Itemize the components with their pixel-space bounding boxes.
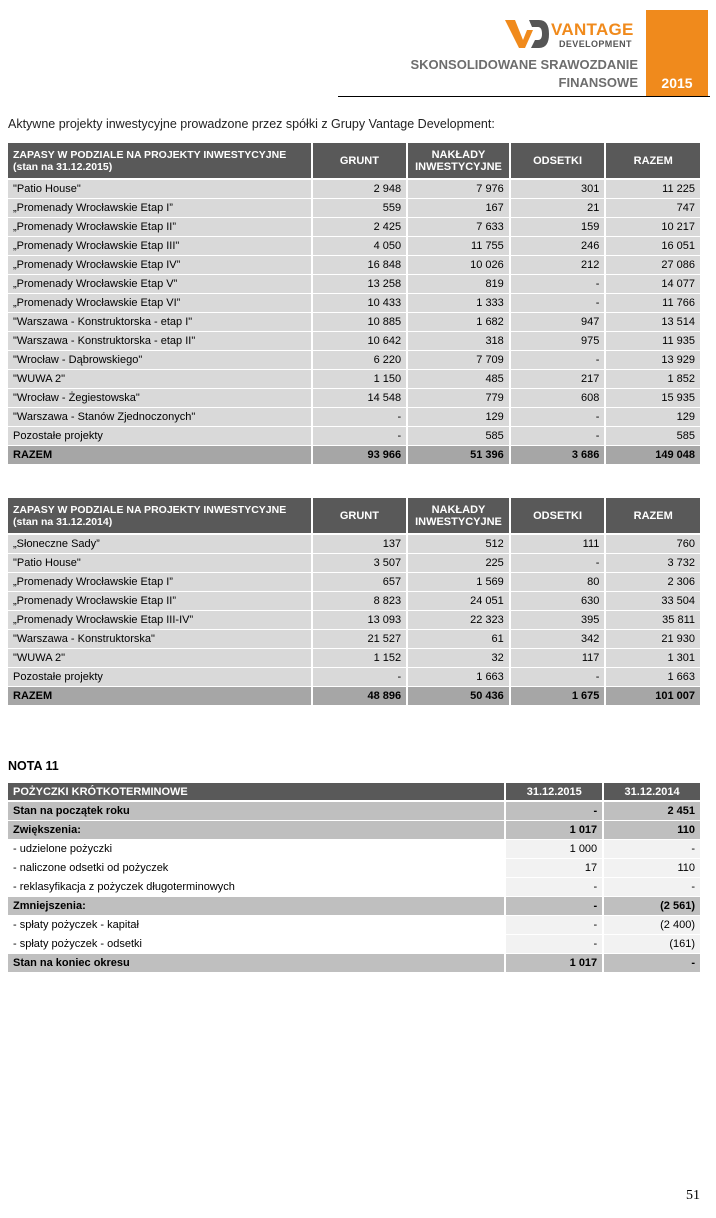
table-row [8,256,700,275]
cell-2015: - [506,802,602,821]
cell-grunt: 93 966 [313,446,407,465]
header-title-line1: ZAPASY W PODZIALE NA PROJEKTY INWESTYCYJNE [13,148,287,161]
cell-project: "Warszawa - Konstruktorska - etap II" [8,332,311,351]
cell-odsetki: 80 [511,573,605,592]
table-row [8,878,700,897]
table-row [8,954,700,973]
cell-odsetki: - [511,554,605,573]
report-title [410,56,638,92]
cell-odsetki: 630 [511,592,605,611]
cell-project: „Promenady Wrocławskie Etap I” [8,573,311,592]
table-row [8,294,700,313]
cell-2015: - [506,897,602,916]
cell-2015: 1 000 [506,840,602,859]
inventory-table-2015 [6,143,702,465]
cell-project: Pozostałe projekty [8,427,311,446]
cell-2014: 2 451 [604,802,700,821]
cell-project: "Warszawa - Konstruktorska - etap I" [8,313,311,332]
cell-project: "Patio House" [8,180,311,199]
cell-project: „Promenady Wrocławskie Etap III-IV” [8,611,311,630]
cell-grunt: 13 258 [313,275,407,294]
table-row [8,370,700,389]
table-row [8,592,700,611]
header-title-line2: (stan na 31.12.2015) [13,160,113,173]
cell-2014: - [604,840,700,859]
cell-odsetki: 342 [511,630,605,649]
cell-grunt: 48 896 [313,687,407,706]
cell-grunt: 10 642 [313,332,407,351]
table-row [8,630,700,649]
cell-grunt: 21 527 [313,630,407,649]
nota-heading: NOTA 11 [8,759,59,773]
cell-razem: 1 663 [606,668,700,687]
table-row [8,554,700,573]
report-title-line2: FINANSOWE [558,75,638,90]
cell-2014: (161) [604,935,700,954]
cell-project: „Promenady Wrocławskie Etap IV” [8,256,311,275]
cell-2015: - [506,935,602,954]
cell-2015: - [506,878,602,897]
cell-odsetki: 395 [511,611,605,630]
table-row [8,180,700,199]
cell-project: "Warszawa - Stanów Zjednoczonych" [8,408,311,427]
company-logo [505,18,640,54]
table-row [8,859,700,878]
table-row [8,802,700,821]
cell-project: „Promenady Wrocławskie Etap I” [8,199,311,218]
cell-label: - spłaty pożyczek - kapitał [8,916,504,935]
cell-naklady: 585 [408,427,509,446]
cell-grunt: 3 507 [313,554,407,573]
cell-odsetki: - [511,351,605,370]
cell-project: „Promenady Wrocławskie Etap VI” [8,294,311,313]
header-odsetki: ODSETKI [511,143,605,180]
cell-2014: (2 561) [604,897,700,916]
cell-2015: 17 [506,859,602,878]
table-row [8,573,700,592]
header-title-line2: (stan na 31.12.2014) [13,515,113,528]
header-naklady-line1: NAKŁADY [431,503,486,516]
cell-odsetki: 117 [511,649,605,668]
header-divider [338,96,710,97]
inventory-table-2014 [6,498,702,706]
cell-label: Zwiększenia: [8,821,504,840]
cell-project: „Promenady Wrocławskie Etap II” [8,218,311,237]
loans-header-col1: 31.12.2015 [506,783,602,802]
cell-2014: 110 [604,859,700,878]
cell-naklady: 318 [408,332,509,351]
cell-razem: 747 [606,199,700,218]
header-title-line1: ZAPASY W PODZIALE NA PROJEKTY INWESTYCYJNE [13,503,287,516]
cell-odsetki: - [511,668,605,687]
cell-naklady: 11 755 [408,237,509,256]
cell-odsetki: - [511,275,605,294]
cell-odsetki: 975 [511,332,605,351]
header-naklady-line2: INWESTYCYJNE [415,160,502,173]
cell-odsetki: 159 [511,218,605,237]
cell-naklady: 1 569 [408,573,509,592]
cell-razem: 585 [606,427,700,446]
cell-razem: 15 935 [606,389,700,408]
report-year: 2015 [661,75,693,91]
cell-razem: 27 086 [606,256,700,275]
cell-naklady: 7 633 [408,218,509,237]
cell-razem: 13 514 [606,313,700,332]
cell-odsetki: - [511,427,605,446]
cell-razem: 11 935 [606,332,700,351]
cell-naklady: 24 051 [408,592,509,611]
cell-grunt: 137 [313,535,407,554]
cell-project: „Promenady Wrocławskie Etap III" [8,237,311,256]
cell-naklady: 7 976 [408,180,509,199]
cell-naklady: 32 [408,649,509,668]
table-row [8,408,700,427]
cell-2015: 1 017 [506,954,602,973]
cell-razem: 33 504 [606,592,700,611]
table-row [8,427,700,446]
cell-label: - naliczone odsetki od pożyczek [8,859,504,878]
year-box [646,10,708,96]
cell-label: - spłaty pożyczek - odsetki [8,935,504,954]
header-title [8,143,311,180]
header-grunt: GRUNT [313,143,407,180]
short-term-loans-table [6,783,702,973]
cell-project: RAZEM [8,687,311,706]
cell-odsetki: 947 [511,313,605,332]
header-naklady [408,143,509,180]
cell-razem: 14 077 [606,275,700,294]
cell-odsetki: - [511,294,605,313]
cell-odsetki: 3 686 [511,446,605,465]
cell-grunt: - [313,427,407,446]
report-title-line1: SKONSOLIDOWANE SRAWOZDANIE [410,57,638,72]
table-row [8,237,700,256]
cell-label: Zmniejszenia: [8,897,504,916]
cell-2014: (2 400) [604,916,700,935]
cell-grunt: 657 [313,573,407,592]
cell-naklady: 512 [408,535,509,554]
cell-project: „Promenady Wrocławskie Etap II” [8,592,311,611]
cell-grunt: 10 885 [313,313,407,332]
cell-naklady: 129 [408,408,509,427]
table-header [8,143,700,180]
cell-grunt: 13 093 [313,611,407,630]
cell-label: Stan na koniec okresu [8,954,504,973]
cell-grunt: 2 948 [313,180,407,199]
cell-razem: 10 217 [606,218,700,237]
cell-razem: 16 051 [606,237,700,256]
cell-naklady: 167 [408,199,509,218]
table-row [8,935,700,954]
header-naklady-line1: NAKŁADY [431,148,486,161]
table-header [8,783,700,802]
table-row [8,668,700,687]
cell-grunt: 2 425 [313,218,407,237]
cell-naklady: 50 436 [408,687,509,706]
cell-project: "WUWA 2" [8,649,311,668]
cell-razem: 11 225 [606,180,700,199]
cell-razem: 101 007 [606,687,700,706]
header-grunt: GRUNT [313,498,407,535]
header-naklady [408,498,509,535]
cell-2014: - [604,878,700,897]
cell-odsetki: 21 [511,199,605,218]
cell-razem: 13 929 [606,351,700,370]
total-row [8,687,700,706]
cell-label: Stan na początek roku [8,802,504,821]
table-row [8,218,700,237]
cell-project: Pozostałe projekty [8,668,311,687]
table-row [8,840,700,859]
cell-naklady: 22 323 [408,611,509,630]
total-row [8,446,700,465]
cell-grunt: 559 [313,199,407,218]
table-row [8,649,700,668]
logo-text-vantage: VANTAGE [551,20,634,39]
cell-razem: 760 [606,535,700,554]
cell-label: - udzielone pożyczki [8,840,504,859]
cell-project: „Słoneczne Sady” [8,535,311,554]
cell-project: „Promenady Wrocławskie Etap V” [8,275,311,294]
cell-2015: 1 017 [506,821,602,840]
cell-project: "Wrocław - Dąbrowskiego" [8,351,311,370]
table-row [8,332,700,351]
table-header [8,498,700,535]
cell-naklady: 61 [408,630,509,649]
cell-2015: - [506,916,602,935]
table-row [8,275,700,294]
table-row [8,897,700,916]
cell-razem: 11 766 [606,294,700,313]
cell-naklady: 1 663 [408,668,509,687]
header-naklady-line2: INWESTYCYJNE [415,515,502,528]
cell-project: RAZEM [8,446,311,465]
header-razem: RAZEM [606,143,700,180]
cell-odsetki: 608 [511,389,605,408]
cell-razem: 21 930 [606,630,700,649]
header-title [8,498,311,535]
table-row [8,313,700,332]
cell-razem: 35 811 [606,611,700,630]
cell-grunt: 16 848 [313,256,407,275]
page-number: 51 [686,1188,700,1203]
table-row [8,821,700,840]
cell-naklady: 1 333 [408,294,509,313]
cell-grunt: - [313,668,407,687]
cell-naklady: 485 [408,370,509,389]
cell-grunt: 8 823 [313,592,407,611]
cell-odsetki: 212 [511,256,605,275]
cell-naklady: 1 682 [408,313,509,332]
header-razem: RAZEM [606,498,700,535]
cell-project: "WUWA 2" [8,370,311,389]
cell-odsetki: 246 [511,237,605,256]
table-row [8,199,700,218]
table-row [8,351,700,370]
cell-naklady: 819 [408,275,509,294]
cell-odsetki: 217 [511,370,605,389]
vd-logo-icon [505,18,549,50]
cell-razem: 149 048 [606,446,700,465]
cell-grunt: 14 548 [313,389,407,408]
cell-odsetki: 1 675 [511,687,605,706]
table-row [8,389,700,408]
logo-text-development: DEVELOPMENT [559,39,632,49]
table-row [8,611,700,630]
cell-razem: 3 732 [606,554,700,573]
cell-naklady: 779 [408,389,509,408]
loans-header-col2: 31.12.2014 [604,783,700,802]
cell-odsetki: 301 [511,180,605,199]
cell-2014: 110 [604,821,700,840]
cell-2014: - [604,954,700,973]
cell-razem: 2 306 [606,573,700,592]
cell-grunt: 1 150 [313,370,407,389]
cell-razem: 129 [606,408,700,427]
table-row [8,535,700,554]
cell-naklady: 7 709 [408,351,509,370]
cell-odsetki: - [511,408,605,427]
cell-label: - reklasyfikacja z pożyczek długoterminowych [8,878,504,897]
cell-grunt: 6 220 [313,351,407,370]
cell-grunt: 1 152 [313,649,407,668]
cell-project: "Wrocław - Żegiestowska" [8,389,311,408]
loans-header-title: POŻYCZKI KRÓTKOTERMINOWE [8,783,504,802]
intro-text: Aktywne projekty inwestycyjne prowadzone przez spółki z Grupy Vantage Development: [8,117,495,131]
cell-project: "Warszawa - Konstruktorska" [8,630,311,649]
cell-naklady: 51 396 [408,446,509,465]
cell-grunt: 10 433 [313,294,407,313]
cell-naklady: 10 026 [408,256,509,275]
cell-razem: 1 852 [606,370,700,389]
header-odsetki: ODSETKI [511,498,605,535]
cell-razem: 1 301 [606,649,700,668]
table-row [8,916,700,935]
cell-grunt: - [313,408,407,427]
cell-project: "Patio House" [8,554,311,573]
cell-grunt: 4 050 [313,237,407,256]
cell-odsetki: 111 [511,535,605,554]
cell-naklady: 225 [408,554,509,573]
